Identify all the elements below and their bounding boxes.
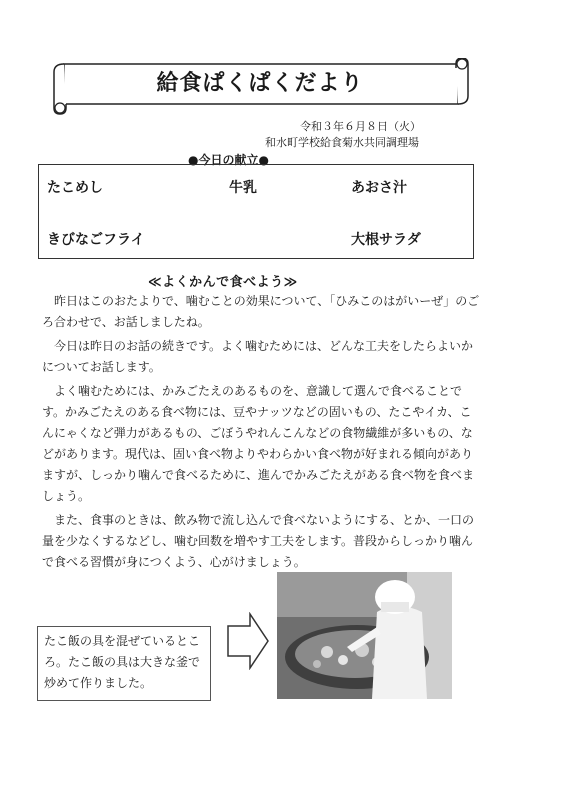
menu-item-aosa-soup: あおさ汁	[351, 180, 407, 196]
menu-item-kibinago-fry: きびなごフライ	[47, 232, 145, 248]
newsletter-title: 給食ぱくぱくだより	[156, 71, 364, 96]
issue-date: 令和３年６月８日（火）	[300, 120, 421, 133]
article-heading: ≪よくかんで食べよう≫	[148, 275, 298, 290]
menu-item-milk: 牛乳	[229, 180, 257, 196]
menu-heading: ●今日の献立●	[188, 153, 269, 167]
article-paragraph: よく噛むためには、かみごたえのあるものを、意識して選んで食べることです。かみごたえのある食べ物には、豆やナッツなどの固いもの、たこやイカ、こんにゃくなど弾力があるもの、ごぼうやれんこんなどの食物繊維が多いもの、などがあります。現代は、固い食べ物よりやわらかい食べ物が好まれる傾向がありますが、しっかり噛んで食べるために、進んでかみごたえがある食べ物を食べましょう。	[42, 384, 475, 503]
article-paragraph: 今日は昨日のお話の続きです。よく噛むためには、どんな工夫をしたらよいかについてお話します。	[42, 339, 474, 374]
article-paragraph: 昨日はこのおたよりで、噛むことの効果について、「ひみこのはがいーぜ」のごろ合わせで、お話しましたね。	[42, 294, 480, 329]
menu-item-takomeshi: たこめし	[47, 180, 103, 196]
kitchen-name: 和水町学校給食菊水共同調理場	[265, 136, 419, 149]
article-paragraph: また、食事のときは、飲み物で流し込んで食べないようにする、とか、一口の量を少なくするなどし、噛む回数を増やす工夫をします。普段からしっかり噛んで食べる習慣が身につくよう、心がけましょう。	[42, 513, 475, 569]
cooking-photo	[277, 572, 452, 699]
menu-box	[38, 164, 474, 259]
article-body	[42, 291, 482, 576]
menu-item-daikon-salad: 大根サラダ	[351, 232, 421, 248]
arrow-right-icon	[226, 612, 270, 670]
photo-caption: たこ飯の具を混ぜているところ。たこ飯の具は大きな釜で炒めて作りました。	[37, 626, 211, 701]
